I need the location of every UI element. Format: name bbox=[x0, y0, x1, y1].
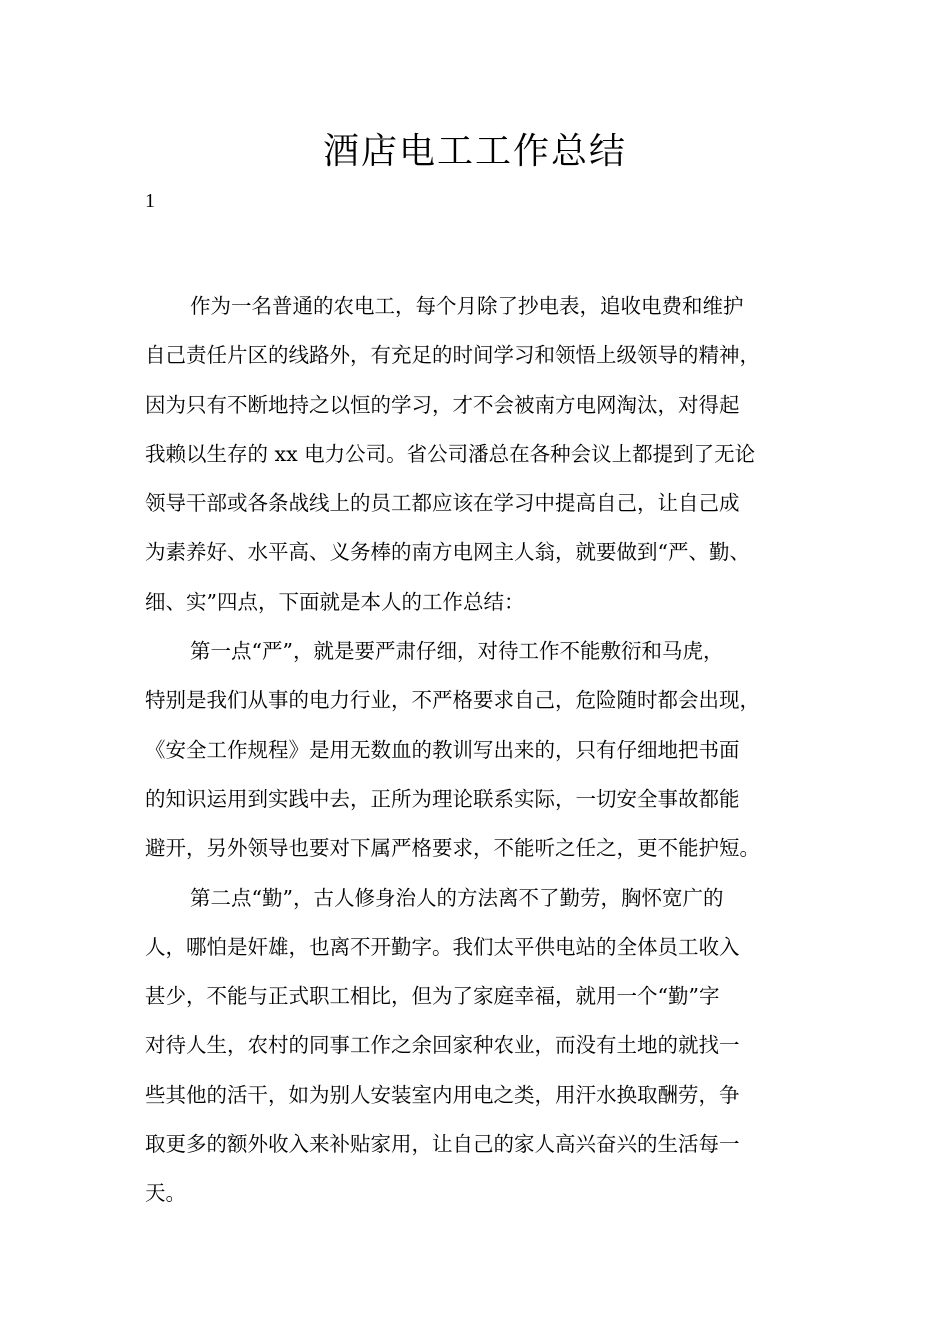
text-line: 取更多的额外收入来补贴家用，让自己的家人高兴奋兴的生活每一 bbox=[145, 1132, 740, 1157]
text-line: 的知识运用到实践中去，正所为理论联系实际，一切安全事故都能 bbox=[145, 786, 740, 811]
text-line: 领导干部或各条战线上的员工都应该在学习中提高自己，让自己成 bbox=[145, 491, 740, 516]
document-body bbox=[145, 282, 825, 1219]
text-line: 甚少，不能与正式职工相比，但为了家庭幸福，就用一个“勤”字 bbox=[145, 984, 720, 1009]
text-line: 我赖以生存的 xx 电力公司。省公司潘总在各种会议上都提到了无论 bbox=[145, 441, 756, 466]
text-line: 为素养好、水平高、义务棒的南方电网主人翁，就要做到“严、勤、 bbox=[145, 540, 750, 565]
text-line: 第二点“勤”，古人修身治人的方法离不了勤劳，胸怀宽广的 bbox=[190, 885, 724, 910]
text-line: 细、实”四点，下面就是本人的工作总结： bbox=[145, 589, 525, 614]
text-line: 避开，另外领导也要对下属严格要求，不能听之任之，更不能护短。 bbox=[145, 836, 760, 861]
text-line: 第一点“严”，就是要严肃仔细，对待工作不能敷衍和马虎， bbox=[190, 639, 724, 664]
text-line: 对待人生，农村的同事工作之余回家种农业，而没有土地的就找一 bbox=[145, 1033, 740, 1058]
text-line: 特别是我们从事的电力行业，不严格要求自己，危险随时都会出现， bbox=[145, 688, 760, 713]
text-line: 人，哪怕是奸雄，也离不开勤字。我们太平供电站的全体员工收入 bbox=[145, 934, 740, 959]
text-line: 作为一名普通的农电工，每个月除了抄电表，追收电费和维护 bbox=[190, 294, 744, 318]
text-line: 《安全工作规程》是用无数血的教训写出来的，只有仔细地把书面 bbox=[145, 737, 740, 762]
text-line: 自己责任片区的线路外，有充足的时间学习和领悟上级领导的精神， bbox=[145, 343, 760, 368]
page-number: 1 bbox=[145, 190, 155, 212]
text-line: 天。 bbox=[145, 1181, 186, 1206]
text-line: 因为只有不断地持之以恒的学习，才不会被南方电网淘汰，对得起 bbox=[145, 392, 740, 417]
text-line: 些其他的活干，如为别人安装室内用电之类，用汗水换取酬劳，争 bbox=[145, 1082, 740, 1107]
document-title: 酒店电工工作总结 bbox=[322, 131, 627, 172]
